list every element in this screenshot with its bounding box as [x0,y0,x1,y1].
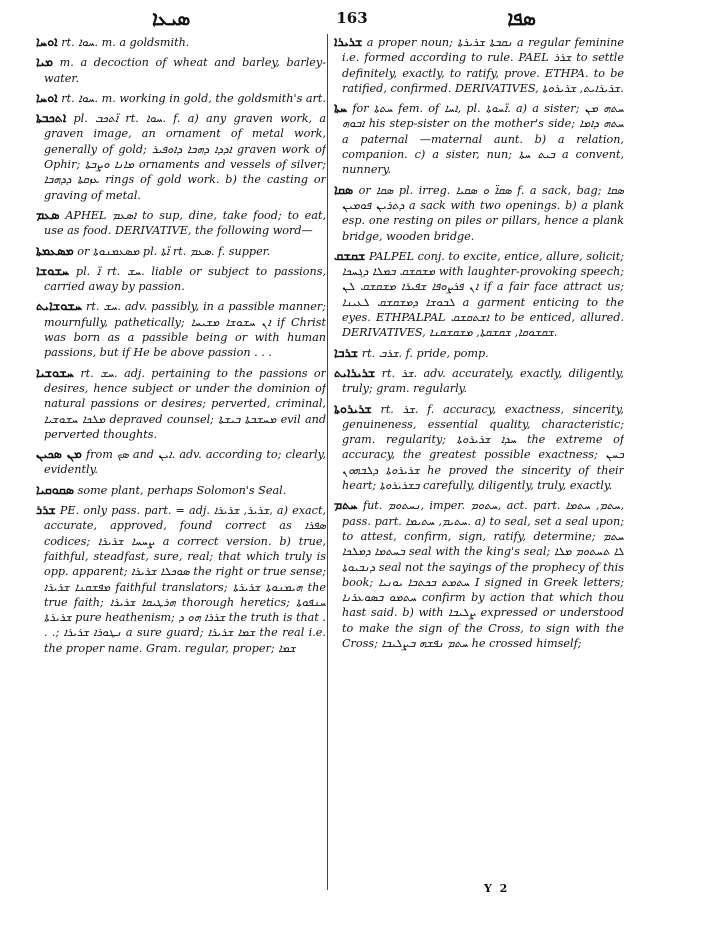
entry-definition: for ܚܬܬܐ fem. of ܐܚܐ, pl. ܐ̈ܚܘܬܐ. a) a sister; ܚܬܗ ܡܢ ܐܒܘܗ his step-sister on the mother's side; ܚܬܗ ܕܐܡܐ a paternal —maternal aunt. b) a relation, companion. c) a sister, nun; ܒܝܬ ܚܬܐ a convent, nunnery. [342,102,624,177]
entry-headword: ܫܪܝܪܐܝܬ [334,364,376,380]
entry-headword: ܫܪܪ [36,502,56,518]
entry-headword: ܡܢ ܣܟܝܢ [36,446,82,462]
signature-mark: Y 2 [484,882,510,895]
entry-definition: some plant, perhaps Solomon's Seal. [77,483,287,497]
entry-definition: pl. ܐ̈ rt. ܚܫ. liable or subject to passions, carried away by passion. [44,264,326,294]
entry-headword: ܡܣܥܡܬܐ [36,242,74,258]
entry-headword: ܚܬܡ [334,497,358,513]
dictionary-entry [334,497,624,651]
entry-headword: ܚܫܘܫܝܐ [36,364,74,380]
entry-definition: rt. ܫܪ. f. accuracy, exactness, sincerity, genuineness, essential quality, characteristic; gram. regularity; ܚܕܐ ܫܪܝܪܘܬܐ the extreme of accuracy, the greatest possible exactness; ܒܚܢ ܫܪܝܪܘܬܐ ܕܠܒܗܘܢ he proved the sincerity of their heart; ܒܫܪܝܪܘܬܐ carefully, diligently, truly, exactly. [342,402,624,493]
page-number: 163 [336,9,368,27]
entry-definition: PE. only pass. part. = adj. ܫܪܝܪ, ܫܪܝܪܐ, a) exact, accurate, approved, found correct as ܣܦܪܐ codices; ܨܚܚܐ ܫܪܝܪܐ a correct version. b) true, faithful, steadfast, sure, real; that which truly is opp. apparent; ܣܘܟܠܐ ܫܪܝܪܐ the right or true sense; ܡܦܫܩܢܐ ܫܪܝܪܐ faithful translators; ܗܝܡܢܘܬܐ ܫܪܝܪܬܐ the true faith; ܗܪܛܝܩܐ ܫܪܝܪܐ thorough heretics; ܚܢܦܘܬܐ ܫܪܝܪܬܐ pure heathenism; ܫܪܪܐ ܗܘ ܕ the truth is that . . .; ܢܛܘܪܐ ܫܪܝܪܐ a sure guard; ܫܡܐ ܫܪܝܪܐ the real i.e. the proper name. Gram. regular, proper; ܫܡܐ [44,504,326,655]
entry-definition: rt. ܫܪ. adv. accurately, exactly, diligently, truly; gram. regularly. [342,366,624,396]
entry-headword: ܚܬܐ [334,100,348,116]
entry-definition: a proper noun; ܢܩܒܬܐ ܫܪܝܪܬܐ a regular feminine i.e. formed according to rule. PAEL ܫܪܪ to settle definitely, exactly, to ratify, prove. ETHPA. to be ratified, confirmed. DERIVATIVES, ܫܪܝܪܐܝܬ, ܫܪܝܪܘܬܐ. [342,36,624,95]
entry-headword: ܣܩܐ [334,181,354,197]
dictionary-entry [334,248,624,341]
entry-definition: from ܣܟ and ܐܝܢ. adv. according to; clearly, evidently. [44,448,326,477]
entry-definition: fut. ܢܚܬܘܡ, imper. ܚܬܘܡ, act. part. ܚܬܡ, ܚܬܡܐ, pass. part. ܚܬܝܡ, ܚܬܝܡܐ. a) to seal, set a seal upon; to attest, confirm, sign, ratify, determine; ܚܬܡ ܒܚܬܡܐ ܕܡܠܟܐ seal with the king's seal; ܠܐ ܬܚܬܘܡ ܡܠܐ ܕܢܒܝܘܬܐ seal not the sayings of the prophecy of this book; ܚܬܡܬ ܒܟܬܒܐ ܝܘܢܝܐ I signed in Greek letters; ܚܬܡܘ ܒܣܘܥܪܢܐ confirm by action that which thou hast said. b) with ܨܠܝܒܐ expressed or understood to make the sign of the Cross, to sign with the Cross; ܚܬܡ ܢܦܫܗ ܒܨܠܝܒܐ he crossed himself; [342,499,624,650]
entry-headword: ܚܫܘܫܐܝܬ [36,298,83,314]
dictionary-entry [334,401,624,494]
entry-headword: ܐܘܚܐ [36,34,58,49]
page-header [0,4,704,34]
entry-definition: APHEL ܐܣܥܡ to sup, dine, take food; to eat, use as food. DERIVATIVE, the following word— [44,208,326,238]
entry-definition: rt. ܚܘܐ. m. a goldsmith. [61,36,190,49]
entry-headword: ܐܬܟܒܬܐ [36,110,67,126]
left-column [36,34,326,902]
dictionary-entry [334,182,624,244]
dictionary-entry [36,298,326,360]
dictionary-entry [36,482,326,498]
two-column-body [22,34,684,902]
entry-definition: or ܣܩܐ pl. irreg. ܣܩܐ̈ ܘ ܣܩܝܐ f. a sack, bag; ܣܩܐ ܕܬܪܝܢ ܦܘܡܝܢ a sack with two openings. b) a plank esp. one resting on piles or pillars, hence a plank bridge, wooden bridge. [342,183,624,243]
entry-definition: rt. ܫܪܒ. f. pride, pomp. [361,346,489,360]
entry-headword: ܚܫܘܫܐ [36,262,70,278]
running-head-left: ܣܝܥܐ [152,6,191,30]
dictionary-entry [36,207,326,239]
dictionary-entry [36,365,326,442]
entry-definition: rt. ܚܘܐ. m. working in gold, the goldsmith's art. [61,91,326,105]
right-column [334,34,624,902]
dictionary-entry [334,100,624,177]
entry-definition: rt. ܚܫ. adj. pertaining to the passions or desires, hence subject or under the dominion of natural passions or desires; perverted, criminal, ܡܠܟܐ ܚܫܘܫܝܐ depraved counsel; ܡܚܫܒܬܐ ܒܝܫܬܐ evil and perverted thoughts. [44,366,326,441]
dictionary-entry [36,54,326,86]
dictionary-entry [36,243,326,259]
dictionary-entry [334,365,624,397]
entry-headword: ܡܝܐ [36,54,53,70]
running-head-right: ܣܦܐ [507,6,536,30]
column-divider [327,34,328,890]
dictionary-entry [334,34,624,96]
entry-headword: ܫܩܫܩ [334,247,366,263]
entry-headword: ܐܘܚܐ [36,89,58,105]
dictionary-entry [36,263,326,295]
dictionary-entry [36,110,326,203]
dictionary-entry [36,90,326,106]
entry-headword: ܣܩܘܩܝܐ [36,481,75,497]
dictionary-entry [334,345,624,361]
entry-definition: rt. ܚܫ. adv. passibly, in a passible manner; mournfully, pathetically; ܐܢ ܚܫܘܫܐ ܡܫܝܚܐ if Christ was born as a passible being or with human passions, but if He be above passion . . . [44,300,326,360]
entry-definition: m. a decoction of wheat and barley, barley-water. [44,56,326,85]
entry-headword: ܫܪܒܐ [334,344,359,360]
entry-headword: ܫܪܝܪܘܬܐ [334,400,372,416]
entry-definition: PALPEL conj. to excite, entice, allure, solicit; ܡܫܩܫܩ ܒܡܠܐ ܕܓܚܟܐ with laughter-provoking speech; ܐܢ ܦܪܨܘܦܐ ܫܦܝܪܐ ܡܫܩܫܩ ܠܢ if a fair face attract us; ܠܒܘܫܐ ܕܡܫܩܫܩ ܠܥܝܢܐ a garment enticing to the eyes. ETHPALPAL ܐܫܬܩܫܩ to be enticed, allured. DERIVATIVES, ܫܩܫܘܩܐ, ܫܩܫܩܬܐ, ܡܫܩܫܩܢܐ. [342,249,624,340]
dictionary-entry [36,502,326,656]
dictionary-entry [36,34,326,50]
entry-headword: ܣܥܡ [36,206,60,222]
entry-definition: pl. ܐ̈ܬܟܒ rt. ܚܘܐ. f. a) any graven work, a graven image, an ornament of metal work, generally of gold; ܐܕܕܐ ܕܗܒܐ ܕܐܘܦܝܪ graven work of Ophir; ܡܐܢܐ ܘܨܒܬܐ ornaments and vessels of silver; ܥܙܩܬܐ ܕܕܗܒܐ rings of gold work. b) the casting or graving of metal. [44,112,326,202]
entry-definition: or ܡܣܥܡܢܘܬܐ pl. ܐ̈ܬܐ rt. ܣܥܡ. f. supper. [77,244,271,258]
dictionary-entry [36,446,326,478]
entry-headword: ܫܪܝܪܐ [334,34,363,49]
